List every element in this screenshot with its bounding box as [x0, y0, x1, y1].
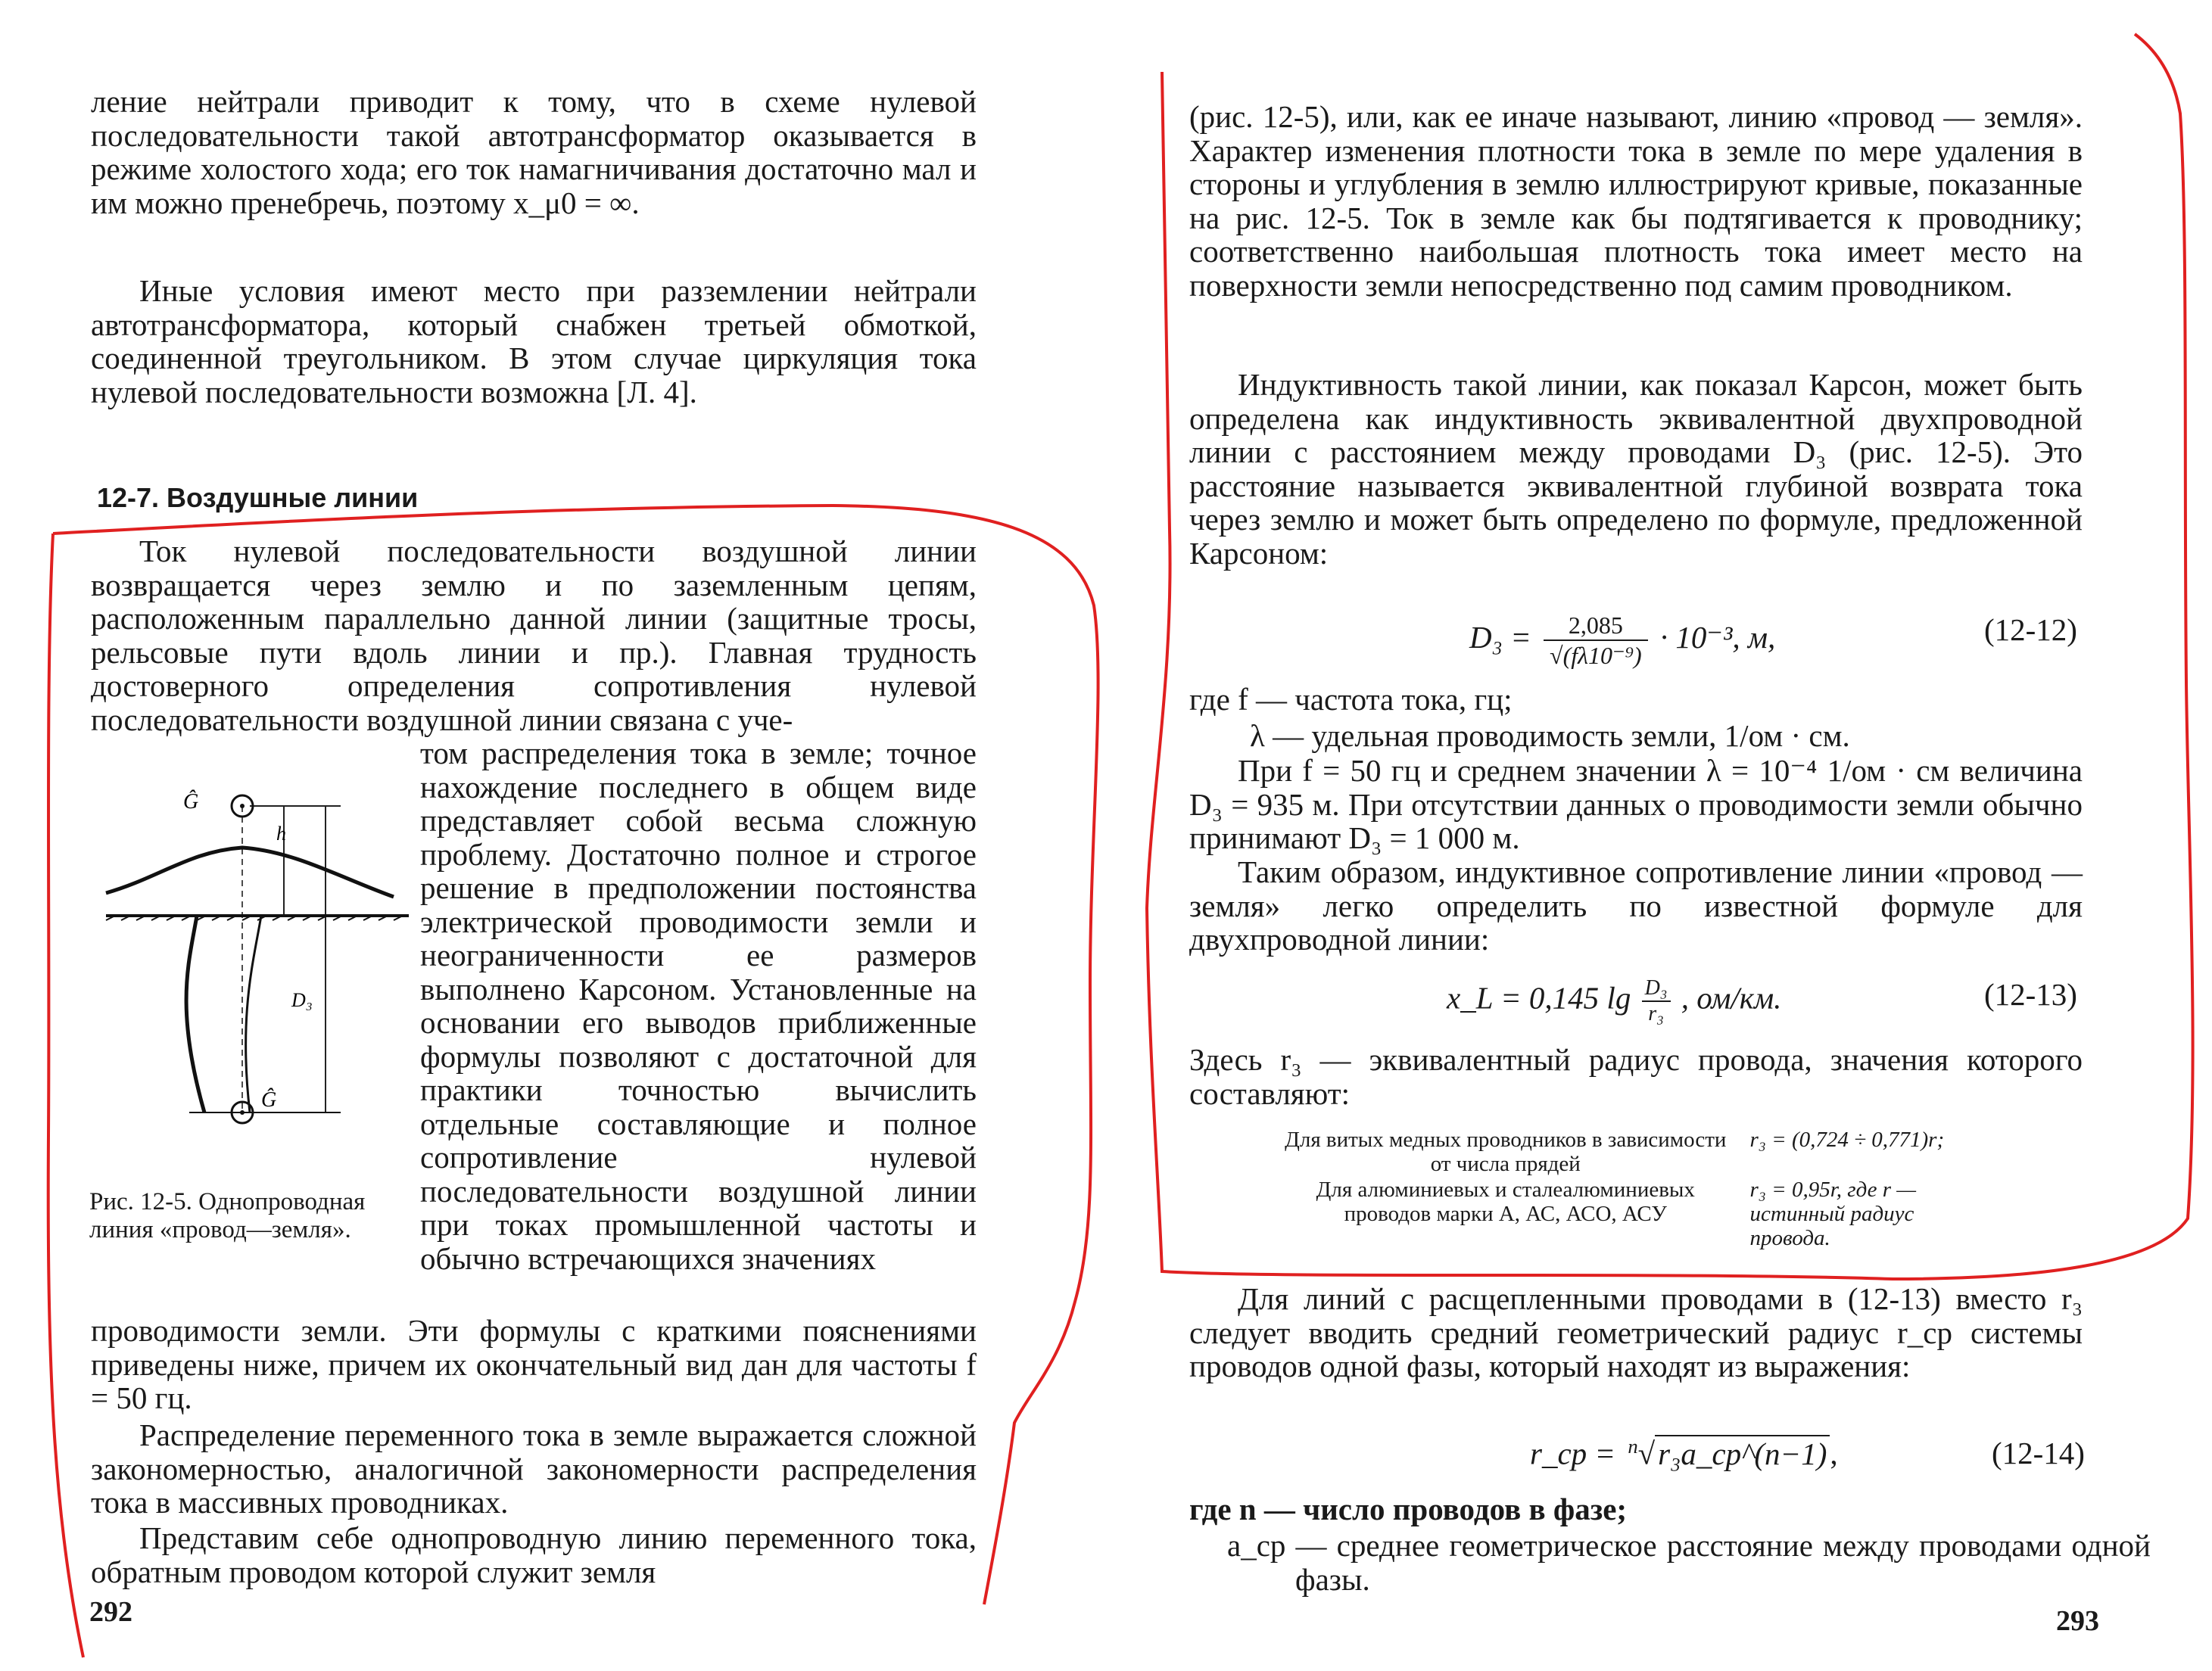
formula-12-12-fraction: [1544, 611, 1648, 670]
paragraph-at-f: При f = 50 гц и среднем значении λ = 10⁻⁴ 1/ом · см величина D₃ = 935 м. При отсутствии данных о проводимости земли обычно принимают D₃ = 1 000 м.: [1189, 753, 2083, 855]
formula-12-14-radicand: r₃a_ср^(n−1): [1655, 1435, 1830, 1471]
formula-12-12: [1469, 611, 1775, 670]
page-number-left: 292: [89, 1596, 132, 1628]
section-heading: 12-7. Воздушные линии: [97, 482, 419, 513]
paragraph-distribution: Распределение переменного тока в земле выражается сложной закономерностью, аналогичной закономерности распределения тока в массивных проводниках.: [91, 1417, 977, 1520]
formula-12-13-rest: , ом/км.: [1681, 980, 1782, 1016]
paragraph-other-conditions: Иные условия имеют место при разземлении нейтрали автотрансформатора, который снабжен третьей обмоткой, соединенной треугольником. В этом случае циркуляция тока нулевой последовательности возможна [Л. 4].: [91, 273, 977, 409]
formula-12-12-lhs: D₃ =: [1469, 619, 1531, 655]
table-row: [1278, 1128, 1956, 1176]
formula-12-13-number: (12-13): [1984, 977, 2077, 1012]
paragraph-continue: (рис. 12-5), или, как ее иначе называют, линию «провод — земля». Характер изменения плотности тока в земле по мере удаления в стороны и углубления в землю иллюстрируют кривые, показанные на рис. 12-5. Ток в земле как бы подтягивается к проводнику; соответственно наибольшая плотность тока имеет место на поверхности земли непосредственно под самим проводником.: [1189, 99, 2083, 303]
formula-12-13-numerator: D₃: [1642, 976, 1671, 1002]
conductor-dot: [240, 804, 245, 808]
paragraph-split: Для линий с расщепленными проводами в (12-13) вместо r₃ следует вводить средний геометрический радиус r_ср системы проводов одной фазы, который находят из выражения:: [1189, 1281, 2083, 1383]
formula-12-12-numerator: 2,085: [1544, 611, 1648, 641]
formula-12-13-fraction: [1642, 976, 1671, 1026]
paragraph-top: ление нейтрали приводит к тому, что в схеме нулевой последовательности такой автотрансформатор оказывается в режиме холостого хода; его ток намагничивания достаточно мал и им можно пренебречь, поэтому x_μ0 = ∞.: [91, 84, 977, 220]
radius-table: [1276, 1126, 1958, 1252]
paragraph-current-full: Ток нулевой последовательности воздушной линии возвращается через землю и по заземленным цепям, расположенным параллельно данной линии (защитные тросы, рельсовые пути вдоль линии и пр.). Главная трудность достоверного определения сопротивления нулевой последовательности воздушной линии связана с уче-: [91, 534, 977, 737]
paragraph-current-end: проводимости земли. Эти формулы с краткими пояснениями приведены ниже, причем их окончательный вид дан для частоты f = 50 гц.: [91, 1313, 977, 1415]
table-cell-right: r₃ = 0,95r, где r — истинный радиус провода.: [1749, 1178, 1917, 1250]
where-n: где n — число проводов в фазе;: [1189, 1492, 1628, 1526]
density-curve: [106, 848, 394, 897]
formula-12-13-denominator: r₃: [1648, 1002, 1664, 1025]
where-a: a_ср — среднее геометрическое расстояние между проводами одной фазы.: [1227, 1528, 2151, 1597]
figure-12-5: [98, 764, 416, 1150]
formula-12-12-rest: · 10⁻³, м,: [1659, 619, 1776, 655]
formula-12-14-lhs: r_ср =: [1530, 1436, 1616, 1471]
table-cell-right: r₃ = (0,724 ÷ 0,771)r;: [1749, 1128, 1945, 1152]
label-g-top: Ĝ: [183, 790, 199, 814]
label-g-bottom: Ĝ: [261, 1088, 277, 1112]
formula-12-13: [1447, 976, 1781, 1026]
paragraph-imagine: Представим себе однопроводную линию переменного тока, обратным проводом которой служит земля: [91, 1520, 977, 1589]
page-number-right: 293: [2056, 1605, 2099, 1637]
formula-12-14: [1530, 1435, 1838, 1472]
table-cell-left: Для алюминиевых и сталеалюминиевых проводов марки А, АС, АСО, АСУ: [1316, 1178, 1695, 1226]
table-row: [1278, 1178, 1956, 1250]
current-line-right: [246, 916, 261, 1112]
paragraph-inductance: Индуктивность такой линии, как показал Карсон, может быть определена как индуктивность эквивалентной двухпроводной линии с расстоянием между проводами D₃ (рис. 12-5). Это расстояние называется эквивалентной глубиной возврата тока через землю и может быть определено по формуле, предложенной Карсоном:: [1189, 367, 2083, 571]
where-f: где f — частота тока, гц;: [1189, 682, 1513, 717]
formula-12-12-number: (12-12): [1984, 612, 2077, 647]
image-conductor-dot: [240, 1110, 245, 1115]
paragraph-current-wrap: том распределения тока в земле; точное нахождение последнего в общем виде представляет собой весьма сложную проблему. Достаточно полное и строгое решение в предположении постоянства электрической проводимости земли и неограниченности ее размеров выполнено Карсоном. Установленные на основании его выводов приближенные формулы позволяют с достаточной для практики точностью вычислить отдельные составляющие и полное сопротивление нулевой последовательности воздушной линии при токах промышленной частоты и обычно встречающихся значениях: [420, 736, 977, 1276]
figure-caption: Рис. 12-5. Однопроводная линия «провод—земля».: [89, 1188, 366, 1243]
formula-12-14-rest: ,: [1830, 1436, 1838, 1471]
current-line-left: [186, 916, 204, 1112]
formula-12-13-lhs: x_L = 0,145 lg: [1447, 980, 1631, 1016]
label-h: h: [276, 823, 286, 845]
formula-12-12-denominator: √(fλ10⁻⁹): [1550, 642, 1642, 669]
formula-12-14-root-index: n: [1628, 1435, 1638, 1458]
right-page: [1106, 0, 2212, 1671]
where-lambda: λ — удельная проводимость земли, 1/ом · см.: [1250, 718, 1850, 753]
formula-12-14-number: (12-14): [1992, 1436, 2085, 1470]
table-cell-left: Для витых медных проводников в зависимости от числа прядей: [1285, 1128, 1727, 1176]
paragraph-here: Здесь r₃ — эквивалентный радиус провода, значения которого составляют:: [1189, 1042, 2083, 1111]
paragraph-thus: Таким образом, индуктивное сопротивление линии «провод — земля» легко определить по известной формуле для двухпроводной линии:: [1189, 854, 2083, 957]
radical-sign-icon: √: [1637, 1436, 1656, 1471]
label-d: D₃: [291, 989, 313, 1011]
